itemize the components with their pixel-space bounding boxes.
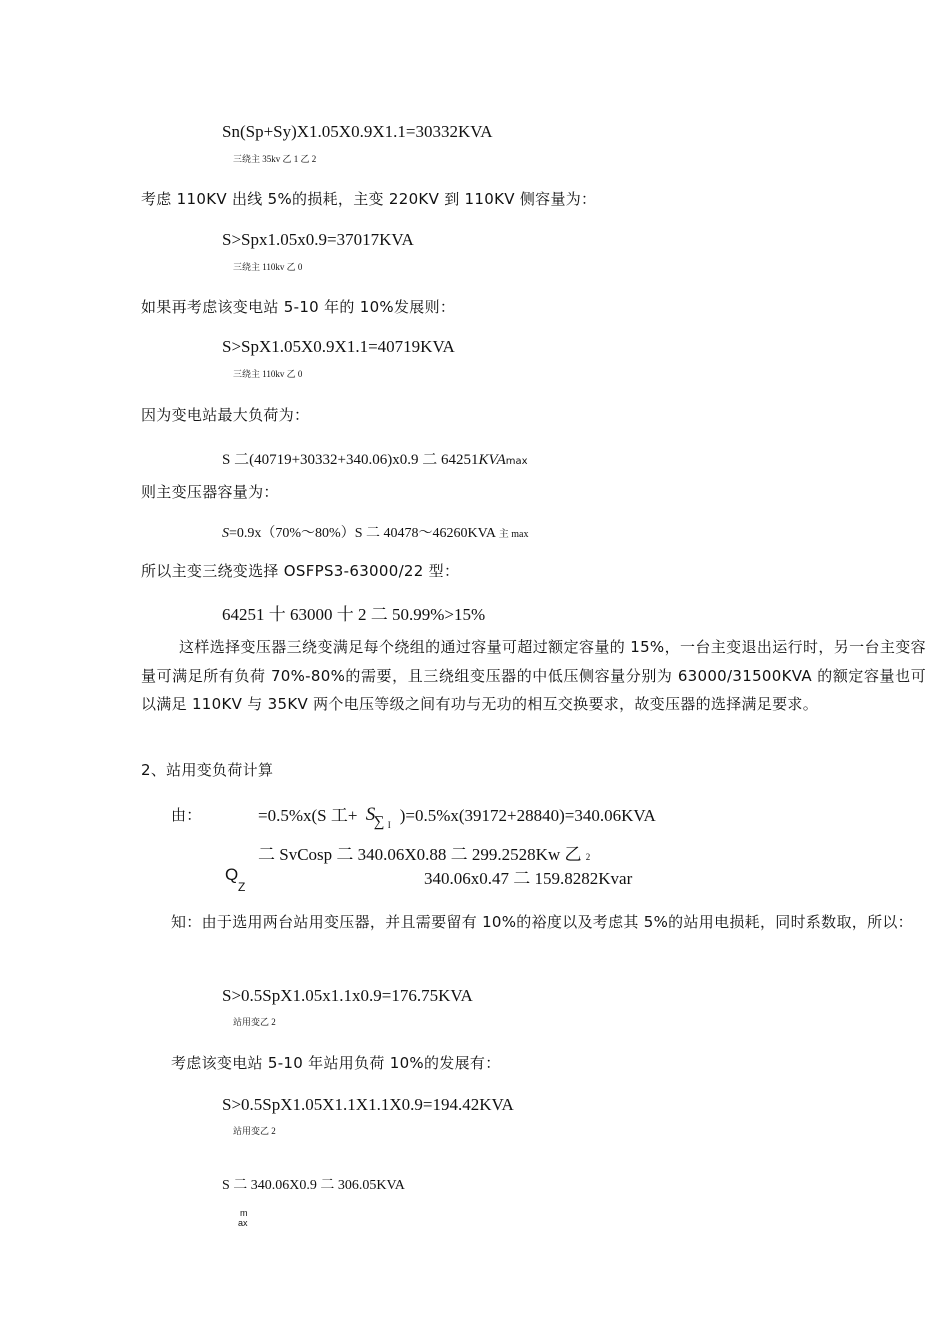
- formula-110kv-growth: S>SpX1.05X0.9X1.1=40719KVA: [222, 337, 455, 356]
- paragraph-body: 知：由于选用两台站用变压器，并且需要留有 10%的裕度以及考虑其 5%的站用电损耗，同时系数取，所以：: [171, 913, 913, 931]
- calc-line-2-main: 二 SvCosp 二 340.06X0.88 二 299.2528Kw 乙: [258, 845, 582, 864]
- formula-subscript: m: [240, 1208, 248, 1218]
- sum-symbol: [362, 804, 400, 830]
- formula-station-growth: S>0.5SpX1.05X1.1X1.1X0.9=194.42KVA: [222, 1095, 514, 1114]
- paragraph-text: 如果再考虑该变电站 5-10 年的 10%发展则：: [141, 298, 456, 316]
- formula-110kv: S>Spx1.05x0.9=37017KVA: [222, 230, 414, 249]
- calc-label: 由：: [171, 806, 202, 824]
- paragraph-text: 因为变电站最大负荷为：: [141, 406, 310, 424]
- formula-max-load: [222, 448, 528, 469]
- formula-subscript: 站用变乙 2: [233, 1126, 276, 1136]
- formula-main: =0.9x（70%〜80%）S 二 40478〜46260KVA: [229, 526, 496, 541]
- reactive-symbol: [225, 865, 246, 894]
- calc-line-1-start: =0.5%x(S 工+: [258, 806, 358, 825]
- formula-capacity-range: [222, 522, 528, 542]
- formula-main: S 二(40719+30332+340.06)x0.9 二 64251: [222, 452, 479, 468]
- formula-station-transformer: S>0.5SpX1.05x1.1x0.9=176.75KVA: [222, 986, 473, 1005]
- calc-line-2: [258, 840, 590, 865]
- calc-line-3: 340.06x0.47 二 159.8282Kvar: [424, 869, 633, 888]
- paragraph-text: 所以主变三绕变选择 OSFPS3-63000/22 型：: [141, 562, 460, 580]
- formula-subscript: 三绕主 35kv 乙 1 乙 2: [233, 154, 317, 164]
- formula-subscript: 三绕主 110kv 乙 0: [233, 369, 303, 379]
- sum-s: S: [365, 804, 376, 825]
- formula-total-35kv: Sn(Sp+Sy)X1.05X0.9X1.1=30332KVA: [222, 122, 493, 141]
- formula-unit: KVA: [478, 452, 506, 468]
- calc-line-2-sub: 2: [585, 852, 591, 862]
- calc-line-1-end: )=0.5%x(39172+28840)=340.06KVA: [399, 806, 656, 825]
- q-subscript: Z: [238, 880, 246, 894]
- q-symbol: Q: [225, 865, 239, 884]
- formula-max-station: S 二 340.06X0.9 二 306.05KVA: [222, 1178, 405, 1193]
- formula-symbol: S: [222, 526, 229, 541]
- paragraph-text: 考虑该变电站 5-10 年站用负荷 10%的发展有：: [171, 1054, 501, 1072]
- paragraph-text: 则主变压器容量为：: [141, 483, 279, 501]
- formula-subscript: max: [505, 456, 528, 467]
- sigma-icon: ∑: [373, 814, 385, 830]
- formula-overload-ratio: 64251 十 63000 十 2 二 50.99%>15%: [222, 605, 486, 624]
- paragraph-body: 这样选择变压器三绕变满足每个绕组的通过容量可超过额定容量的 15%，一台主变退出运行时，另一台主变容量可满足所有负荷 70%-80%的需要，且三绕组变压器的中低压侧容量分别为 63000/31500KVA 的额定容量也可以满足 110KV 与 35KV 两个电压等级之间有功与无功的相互交换要求，故变压器的选择满足要求。: [141, 638, 926, 713]
- sum-subscript: I: [387, 820, 391, 830]
- formula-subscript: 三绕主 110kv 乙 0: [233, 262, 303, 272]
- formula-subscript: 站用变乙 2: [233, 1017, 276, 1027]
- formula-subscript: ax: [238, 1218, 248, 1228]
- formula-subscript: 主 max: [498, 529, 529, 540]
- calc-line-1: [258, 801, 656, 830]
- section-heading: 2、站用变负荷计算: [141, 761, 274, 779]
- paragraph-text: 考虑 110KV 出线 5%的损耗，主变 220KV 到 110KV 侧容量为：: [141, 190, 597, 208]
